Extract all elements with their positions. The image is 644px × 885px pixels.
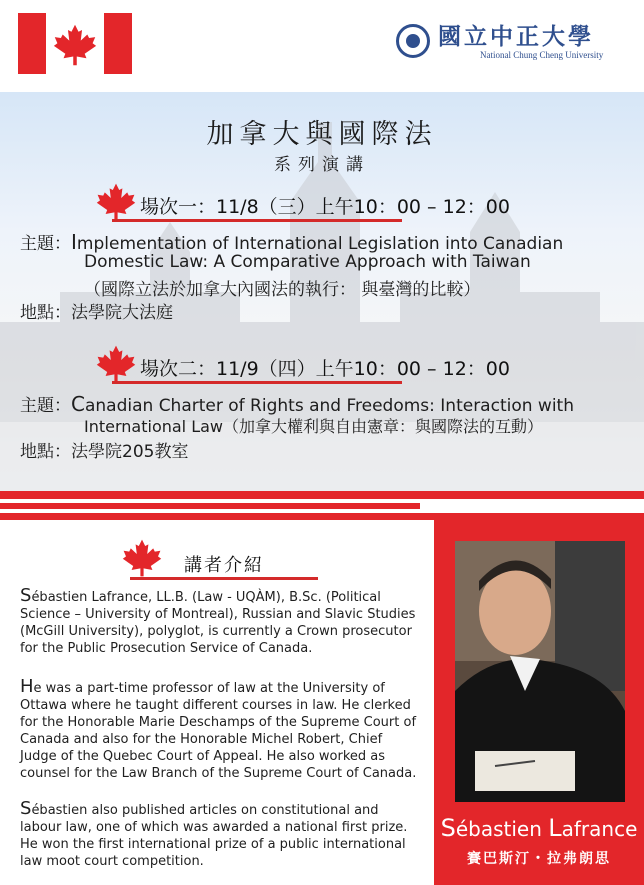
speaker-photo (455, 541, 625, 802)
bio-line: ébastien also published articles on constitutional and (31, 803, 379, 818)
session-2-topic (20, 391, 574, 416)
bio-line: Science – University of Montreal), Russian and Slavic Studies (20, 607, 416, 622)
canada-flag (18, 13, 132, 74)
speaker-bio-paragraph-1 (20, 587, 420, 657)
university-logo (396, 20, 630, 66)
bio-line: for the Honorable Marie Deschamps of the Supreme Court of (20, 715, 417, 730)
red-stripe (0, 513, 644, 520)
speaker-heading-underline (130, 577, 318, 580)
dropcap: S (20, 585, 32, 606)
session-1-venue: 地點：法學院大法庭 (20, 303, 173, 323)
bio-line: Ottawa where he taught different courses in law. He clerked (20, 698, 411, 713)
topic-initial: C (71, 392, 85, 416)
flag-red-bar-right (104, 13, 132, 74)
red-stripe (0, 491, 644, 499)
bio-line: Judge of the Quebec Court of Appeal. He also worked as (20, 749, 386, 764)
bio-line: e was a part-time professor of law at the University of (33, 681, 385, 696)
bio-line: labour law, one of which was awarded a national first prize. (20, 820, 408, 835)
name-initial: S (440, 814, 456, 842)
flag-red-bar-left (18, 13, 46, 74)
speaker-name-english (434, 814, 644, 842)
session-2-time: 場次二：11/9（四）上午10：00 – 12：00 (140, 358, 510, 380)
logo-chinese-name: 國立中正大學 (438, 23, 594, 50)
topic-initial: I (71, 230, 77, 254)
session-1-topic-chinese: （國際立法於加拿大內國法的執行： 與臺灣的比較） (84, 280, 481, 300)
speaker-heading: 講者介紹 (184, 555, 264, 576)
session-2-topic-line-2: International Law（加拿大權利與自由憲章：與國際法的互動） (84, 417, 544, 436)
university-seal-icon (396, 24, 430, 58)
topic-english-line-1: anadian Charter of Rights and Freedoms: Interaction with (84, 396, 574, 416)
bio-line: for the Public Prosecution Service of Canada. (20, 641, 313, 656)
speaker-bio-paragraph-2 (20, 678, 420, 782)
bio-line: counsel for the Law Branch of the Supreme Court of Canada. (20, 766, 417, 781)
bio-line: ébastien Lafrance, LL.B. (Law - UQÀM), B.Sc. (Political (31, 590, 381, 605)
red-stripe (0, 503, 420, 509)
page-title: 加拿大與國際法 (206, 119, 438, 150)
maple-leaf-icon (122, 538, 162, 578)
session-2-venue: 地點：法學院205教室 (20, 442, 189, 462)
maple-leaf-icon (96, 182, 136, 222)
bio-line: He won the first international prize of a public international (20, 837, 406, 852)
speaker-name-chinese: 賽巴斯汀・拉弗朗思 (467, 851, 611, 867)
topic-english-line-1: mplementation of International Legislation into Canadian (76, 234, 564, 254)
bio-line: (McGill University), polyglot, is currently a Crown prosecutor (20, 624, 412, 639)
dropcap: S (20, 798, 32, 819)
topic-label: 主題： (20, 396, 71, 416)
session-1-time: 場次一：11/8（三）上午10：00 – 12：00 (140, 196, 510, 218)
speaker-photo-image (455, 541, 625, 802)
session-1-underline (112, 219, 402, 222)
page-subtitle: 系列演講 (274, 155, 370, 175)
bio-line: Canada and also for the Honorable Michel Robert, Chief (20, 732, 383, 747)
bio-line: law moot court competition. (20, 854, 204, 869)
session-1-topic-line-2: Domestic Law: A Comparative Approach with Taiwan (84, 252, 531, 272)
name-part: ébastien (455, 817, 549, 841)
maple-leaf-icon (96, 344, 136, 384)
maple-leaf-icon (53, 23, 97, 67)
speaker-bio-paragraph-3 (20, 800, 420, 870)
name-part: afrance (561, 817, 638, 841)
session-2-underline (112, 381, 402, 384)
dropcap: H (20, 676, 34, 697)
name-initial: L (548, 814, 562, 842)
session-1-topic (20, 229, 563, 254)
topic-label: 主題： (20, 234, 71, 254)
logo-english-name: National Chung Cheng University (480, 50, 604, 60)
